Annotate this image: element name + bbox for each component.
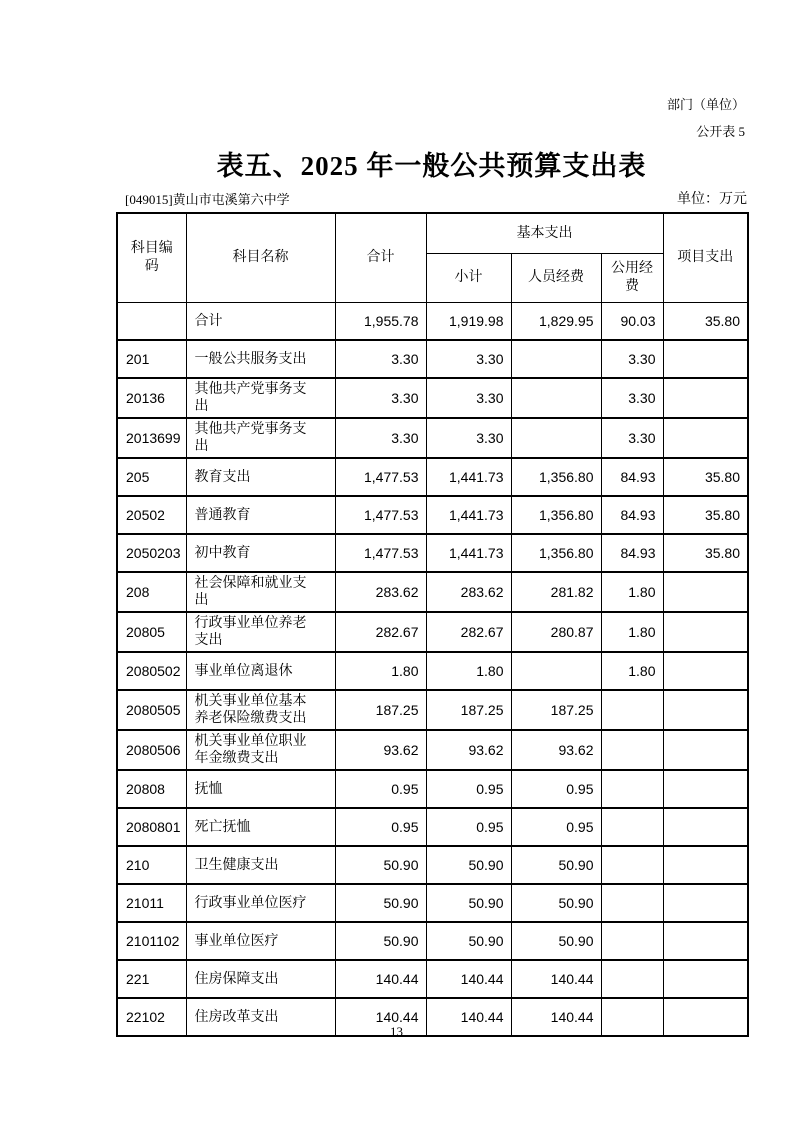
cell-code: 21011 (117, 884, 186, 922)
table-row (117, 496, 748, 534)
cell-subtotal: 1,441.73 (426, 458, 511, 496)
public-table-number: 公开表 5 (696, 124, 745, 139)
cell-code: 2013699 (117, 418, 186, 458)
cell-name: 机关事业单位基本养老保险缴费支出 (186, 690, 335, 730)
table-row (117, 458, 748, 496)
cell-personnel: 50.90 (511, 922, 601, 960)
table-row (117, 846, 748, 884)
table-row (117, 808, 748, 846)
cell-project (663, 378, 748, 418)
table-row (117, 770, 748, 808)
cell-total: 140.44 (335, 998, 426, 1036)
budget-expenditure-table (116, 212, 749, 1037)
cell-code: 210 (117, 846, 186, 884)
cell-subtotal: 140.44 (426, 998, 511, 1036)
cell-project (663, 960, 748, 998)
cell-code (117, 303, 186, 341)
cell-public: 3.30 (601, 418, 663, 458)
cell-total: 1,477.53 (335, 534, 426, 572)
cell-name: 事业单位离退休 (186, 652, 335, 690)
cell-project (663, 418, 748, 458)
cell-total: 140.44 (335, 960, 426, 998)
cell-public (601, 922, 663, 960)
cell-subtotal: 3.30 (426, 418, 511, 458)
cell-public: 1.80 (601, 612, 663, 652)
cell-total: 3.30 (335, 378, 426, 418)
cell-personnel (511, 340, 601, 378)
cell-personnel: 0.95 (511, 808, 601, 846)
cell-subtotal: 0.95 (426, 770, 511, 808)
cell-total: 50.90 (335, 846, 426, 884)
cell-personnel: 280.87 (511, 612, 601, 652)
cell-subtotal: 1,919.98 (426, 303, 511, 341)
cell-name: 教育支出 (186, 458, 335, 496)
cell-name: 死亡抚恤 (186, 808, 335, 846)
cell-public (601, 770, 663, 808)
table-body (117, 303, 748, 1037)
cell-total: 283.62 (335, 572, 426, 612)
table-row (117, 652, 748, 690)
cell-public (601, 730, 663, 770)
cell-public: 3.30 (601, 378, 663, 418)
cell-name: 住房保障支出 (186, 960, 335, 998)
cell-subtotal: 50.90 (426, 884, 511, 922)
cell-total: 50.90 (335, 922, 426, 960)
cell-personnel: 50.90 (511, 846, 601, 884)
cell-personnel: 1,829.95 (511, 303, 601, 341)
cell-subtotal: 140.44 (426, 960, 511, 998)
cell-project (663, 922, 748, 960)
cell-personnel: 93.62 (511, 730, 601, 770)
cell-name: 抚恤 (186, 770, 335, 808)
cell-total: 93.62 (335, 730, 426, 770)
cell-public: 1.80 (601, 572, 663, 612)
table-row (117, 730, 748, 770)
cell-code: 20805 (117, 612, 186, 652)
organization-name: [049015]黄山市屯溪第六中学 (125, 192, 290, 207)
cell-code: 2050203 (117, 534, 186, 572)
header-personnel-funds: 人员经费 (511, 254, 601, 303)
cell-project (663, 572, 748, 612)
cell-project: 35.80 (663, 496, 748, 534)
header-project-expenditure: 项目支出 (663, 213, 748, 303)
cell-name: 事业单位医疗 (186, 922, 335, 960)
header-basic-expenditure-group: 基本支出 (426, 213, 663, 254)
cell-code: 2080505 (117, 690, 186, 730)
cell-name: 卫生健康支出 (186, 846, 335, 884)
cell-public: 84.93 (601, 496, 663, 534)
cell-personnel: 187.25 (511, 690, 601, 730)
cell-name: 社会保障和就业支出 (186, 572, 335, 612)
cell-code: 201 (117, 340, 186, 378)
cell-subtotal: 3.30 (426, 340, 511, 378)
table-row (117, 612, 748, 652)
cell-public (601, 960, 663, 998)
cell-project (663, 612, 748, 652)
subtitle-row (116, 188, 747, 208)
cell-personnel: 1,356.80 (511, 458, 601, 496)
cell-subtotal: 283.62 (426, 572, 511, 612)
cell-project (663, 730, 748, 770)
cell-public: 1.80 (601, 652, 663, 690)
cell-project: 35.80 (663, 303, 748, 341)
cell-subtotal: 1,441.73 (426, 534, 511, 572)
cell-code: 20502 (117, 496, 186, 534)
cell-public: 90.03 (601, 303, 663, 341)
cell-project (663, 770, 748, 808)
cell-total: 0.95 (335, 770, 426, 808)
cell-total: 187.25 (335, 690, 426, 730)
cell-name: 普通教育 (186, 496, 335, 534)
table-row (117, 884, 748, 922)
cell-subtotal: 1.80 (426, 652, 511, 690)
cell-code: 2080506 (117, 730, 186, 770)
cell-subtotal: 50.90 (426, 922, 511, 960)
cell-personnel: 1,356.80 (511, 496, 601, 534)
cell-code: 221 (117, 960, 186, 998)
cell-name: 初中教育 (186, 534, 335, 572)
cell-project (663, 884, 748, 922)
table-row (117, 378, 748, 418)
table-row (117, 303, 748, 341)
cell-total: 3.30 (335, 418, 426, 458)
department-unit-label: 部门（单位） (666, 97, 745, 112)
cell-subtotal: 93.62 (426, 730, 511, 770)
cell-code: 2080502 (117, 652, 186, 690)
cell-personnel: 50.90 (511, 884, 601, 922)
header-public-funds: 公用经费 (601, 254, 663, 303)
cell-public: 3.30 (601, 340, 663, 378)
cell-personnel: 281.82 (511, 572, 601, 612)
cell-subtotal: 1,441.73 (426, 496, 511, 534)
unit-label: 单位：万元 (677, 192, 747, 207)
cell-personnel (511, 418, 601, 458)
cell-personnel: 140.44 (511, 960, 601, 998)
header-subject-code: 科目编码 (117, 213, 186, 303)
cell-personnel: 140.44 (511, 998, 601, 1036)
cell-code: 2080801 (117, 808, 186, 846)
header-subject-name: 科目名称 (186, 213, 335, 303)
cell-total: 1,477.53 (335, 496, 426, 534)
cell-code: 205 (117, 458, 186, 496)
table-header (117, 213, 748, 303)
cell-name: 机关事业单位职业年金缴费支出 (186, 730, 335, 770)
cell-name: 行政事业单位医疗 (186, 884, 335, 922)
cell-name: 合计 (186, 303, 335, 341)
corner-note (667, 91, 745, 145)
cell-name: 其他共产党事务支出 (186, 418, 335, 458)
cell-subtotal: 187.25 (426, 690, 511, 730)
cell-code: 22102 (117, 998, 186, 1036)
cell-code: 2101102 (117, 922, 186, 960)
cell-total: 282.67 (335, 612, 426, 652)
cell-project: 35.80 (663, 534, 748, 572)
cell-code: 20136 (117, 378, 186, 418)
cell-public (601, 846, 663, 884)
cell-personnel (511, 652, 601, 690)
cell-name: 住房改革支出 (186, 998, 335, 1036)
cell-project (663, 652, 748, 690)
cell-subtotal: 50.90 (426, 846, 511, 884)
cell-public (601, 884, 663, 922)
cell-subtotal: 0.95 (426, 808, 511, 846)
page-number: 13 (390, 1024, 403, 1039)
cell-total: 0.95 (335, 808, 426, 846)
cell-total: 1,955.78 (335, 303, 426, 341)
table-row (117, 418, 748, 458)
cell-project (663, 690, 748, 730)
table-row (117, 340, 748, 378)
table-row (117, 572, 748, 612)
cell-project (663, 846, 748, 884)
cell-project (663, 340, 748, 378)
cell-name: 其他共产党事务支出 (186, 378, 335, 418)
cell-total: 1,477.53 (335, 458, 426, 496)
table-row (117, 690, 748, 730)
cell-personnel: 1,356.80 (511, 534, 601, 572)
table-row (117, 922, 748, 960)
cell-subtotal: 3.30 (426, 378, 511, 418)
cell-project (663, 808, 748, 846)
cell-name: 一般公共服务支出 (186, 340, 335, 378)
table-row (117, 960, 748, 998)
cell-project: 35.80 (663, 458, 748, 496)
header-total: 合计 (335, 213, 426, 303)
cell-public (601, 808, 663, 846)
cell-public: 84.93 (601, 534, 663, 572)
cell-total: 1.80 (335, 652, 426, 690)
table-row (117, 534, 748, 572)
cell-total: 50.90 (335, 884, 426, 922)
cell-personnel: 0.95 (511, 770, 601, 808)
page-title: 表五、2025 年一般公共预算支出表 (216, 151, 647, 181)
cell-subtotal: 282.67 (426, 612, 511, 652)
cell-name: 行政事业单位养老支出 (186, 612, 335, 652)
cell-code: 20808 (117, 770, 186, 808)
cell-public: 84.93 (601, 458, 663, 496)
cell-total: 3.30 (335, 340, 426, 378)
header-basic-subtotal: 小计 (426, 254, 511, 303)
cell-public (601, 690, 663, 730)
cell-personnel (511, 378, 601, 418)
cell-code: 208 (117, 572, 186, 612)
